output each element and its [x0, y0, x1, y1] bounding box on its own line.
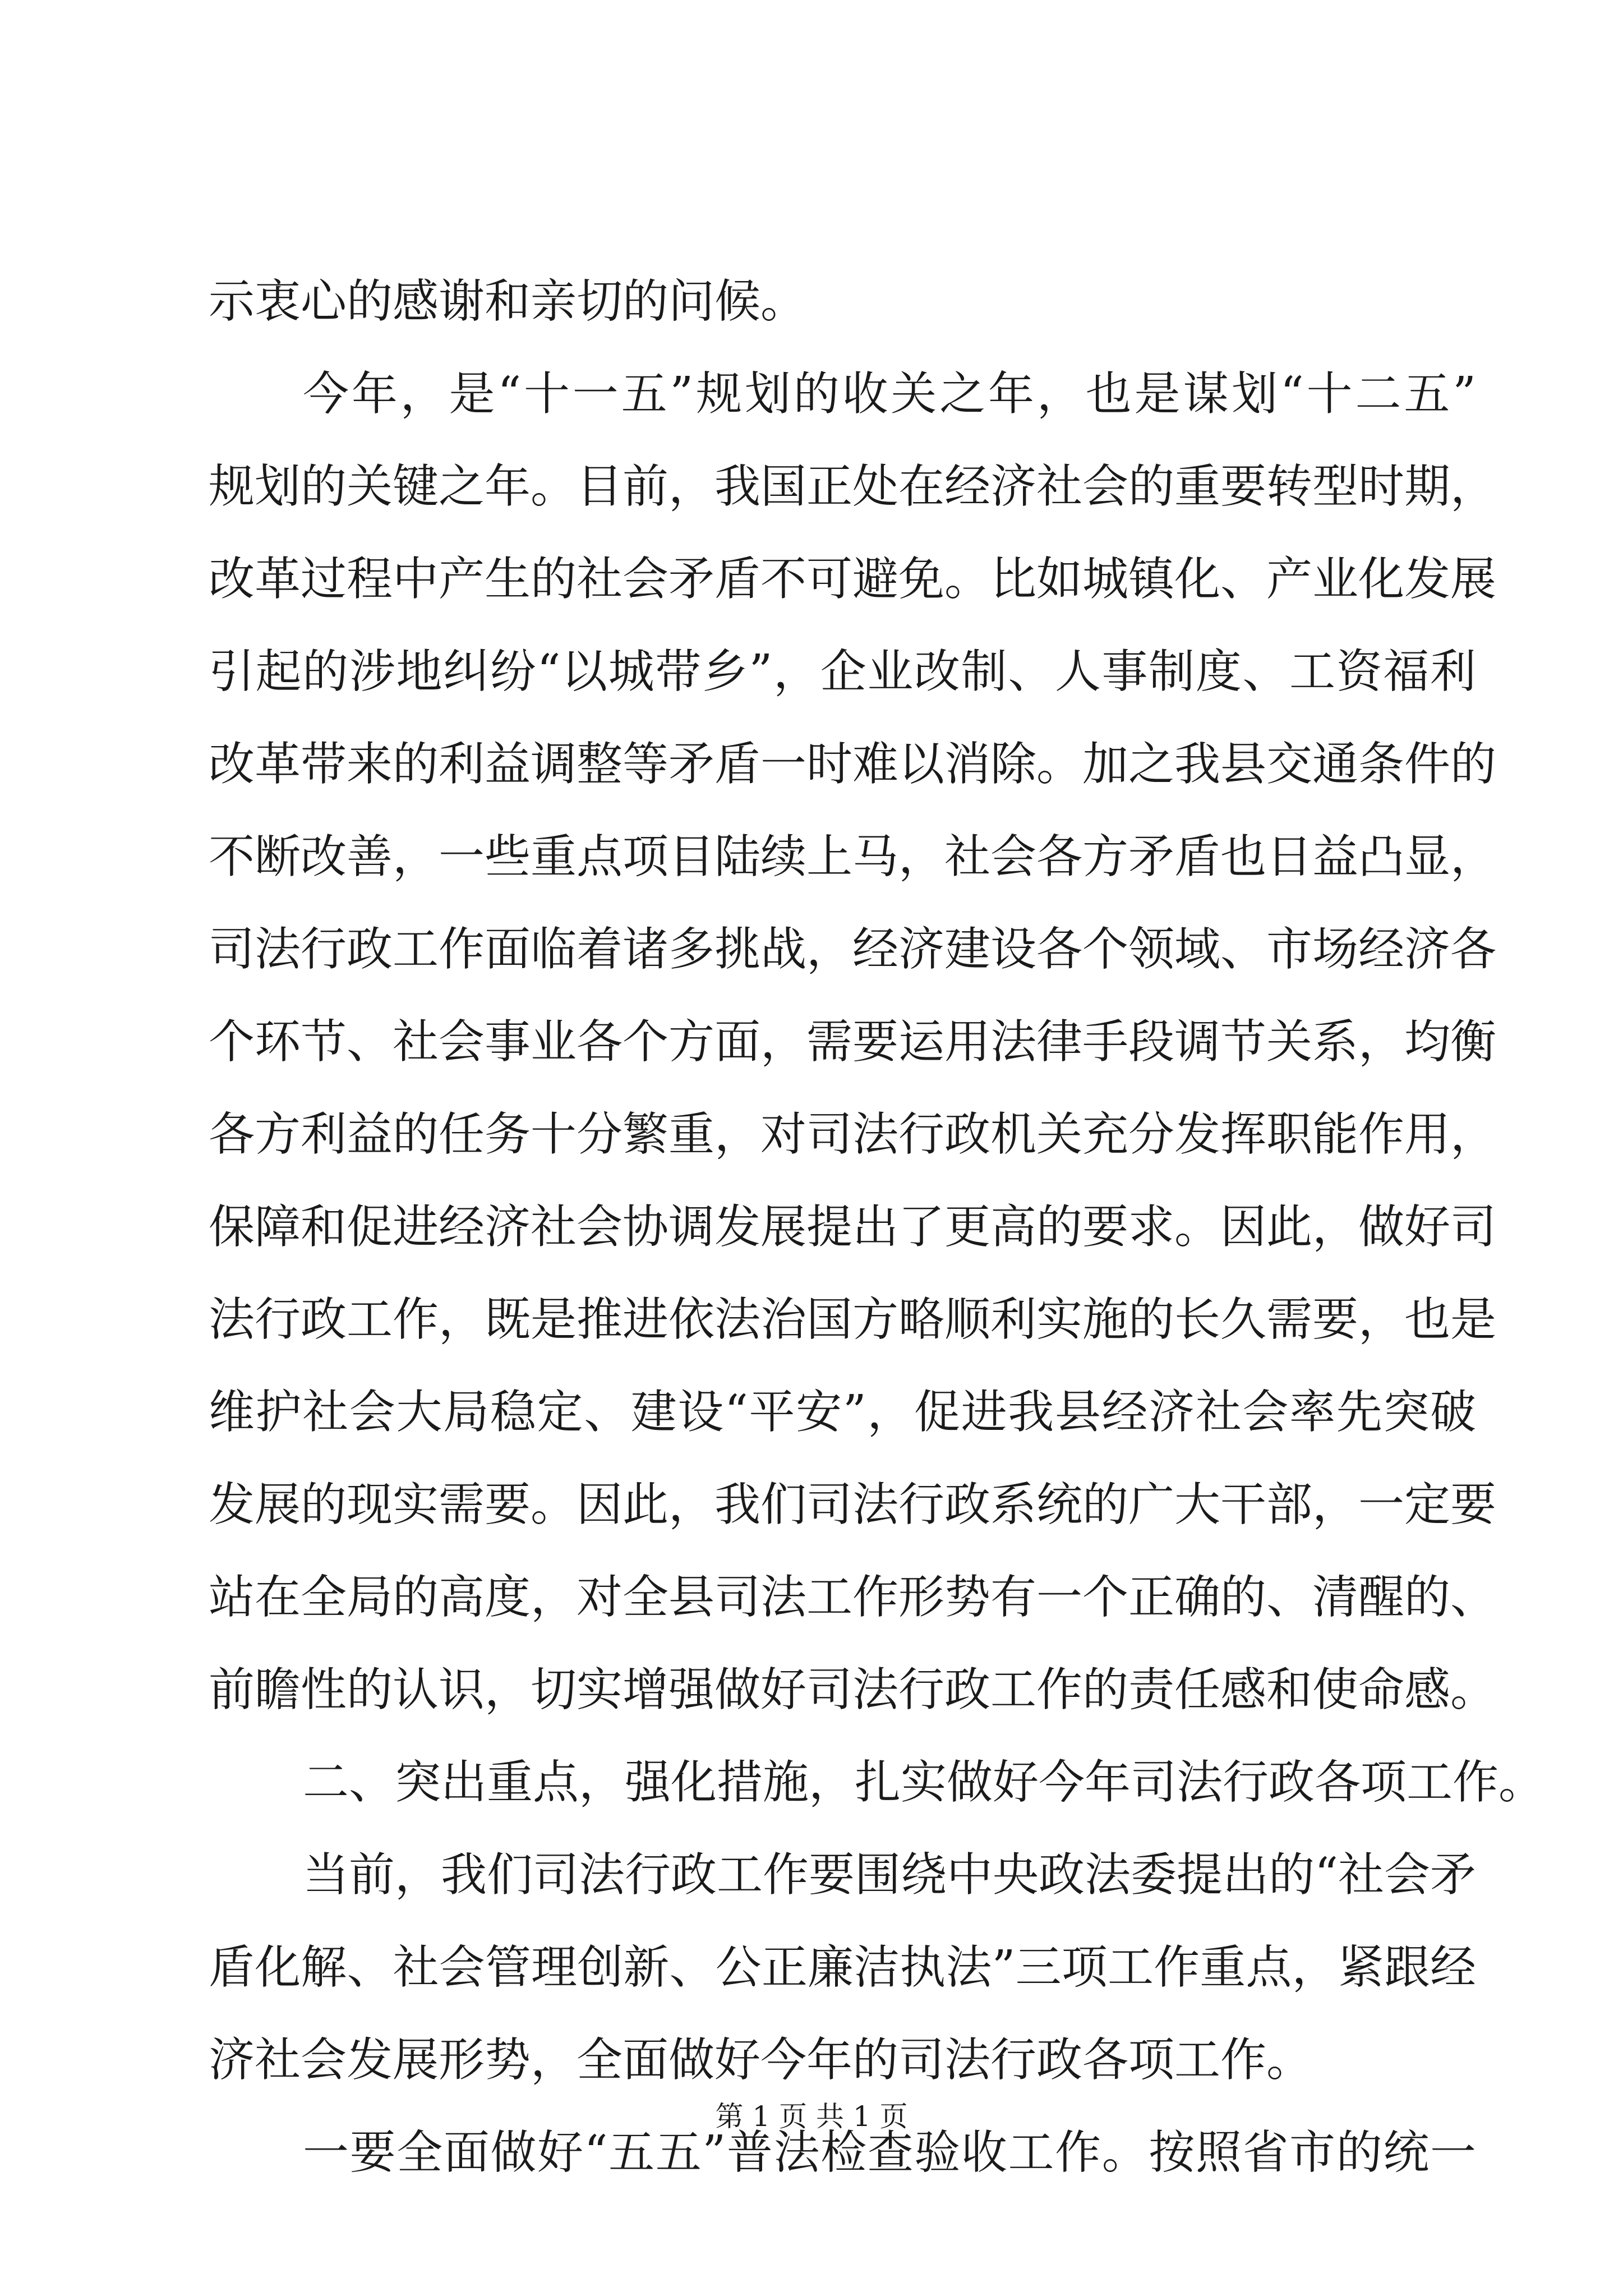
text-line: 维护社会大局稳定、建设“平安”，促进我县经济社会率先突破	[209, 1386, 1476, 1439]
text-line: 盾化解、社会管理创新、公正廉洁执法”三项工作重点，紧跟经	[209, 1941, 1476, 1994]
text-line: 改革过程中产生的社会矛盾不可避免。比如城镇化、产业化发展	[209, 553, 1497, 606]
text-line: 济社会发展形势，全面做好今年的司法行政各项工作。	[209, 2033, 1313, 2087]
text-line: 站在全局的高度，对全县司法工作形势有一个正确的、清醒的、	[209, 1571, 1497, 1624]
text-line: 各方利益的任务十分繁重，对司法行政机关充分发挥职能作用，	[209, 1108, 1497, 1161]
text-line: 法行政工作，既是推进依法治国方略顺利实施的长久需要，也是	[209, 1293, 1497, 1346]
text-line: 司法行政工作面临着诸多挑战，经济建设各个领域、市场经济各	[209, 923, 1497, 976]
text-line: 示衷心的感谢和亲切的问候。	[209, 275, 807, 328]
text-line: 前瞻性的认识，切实增强做好司法行政工作的责任感和使命感。	[209, 1663, 1497, 1717]
text-line: 今年，是“十一五”规划的收关之年，也是谋划“十二五”	[303, 367, 1476, 421]
page-number-footer: 第 1 页 共 1 页	[715, 2100, 908, 2133]
text-line: 改革带来的利益调整等矛盾一时难以消除。加之我县交通条件的	[209, 738, 1497, 791]
document-body	[209, 255, 1545, 2199]
text-line: 个环节、社会事业各个方面，需要运用法律手段调节关系，均衡	[209, 1015, 1497, 1069]
text-line: 引起的涉地纠纷“以城带乡”，企业改制、人事制度、工资福利	[209, 645, 1476, 698]
text-line: 保障和促进经济社会协调发展提出了更高的要求。因此，做好司	[209, 1200, 1497, 1254]
text-line: 规划的关键之年。目前，我国正处在经济社会的重要转型时期，	[209, 460, 1497, 513]
text-line: 一要全面做好“五五”普法检查验收工作。按照省市的统一	[303, 2126, 1476, 2179]
text-line: 发展的现实需要。因此，我们司法行政系统的广大干部，一定要	[209, 1478, 1497, 1531]
text-line: 不断改善，一些重点项目陆续上马，社会各方矛盾也日益凸显，	[209, 830, 1497, 884]
section-heading: 二、突出重点，强化措施，扎实做好今年司法行政各项工作。	[303, 1756, 1545, 1809]
text-line: 当前，我们司法行政工作要围绕中央政法委提出的“社会矛	[303, 1848, 1476, 1902]
